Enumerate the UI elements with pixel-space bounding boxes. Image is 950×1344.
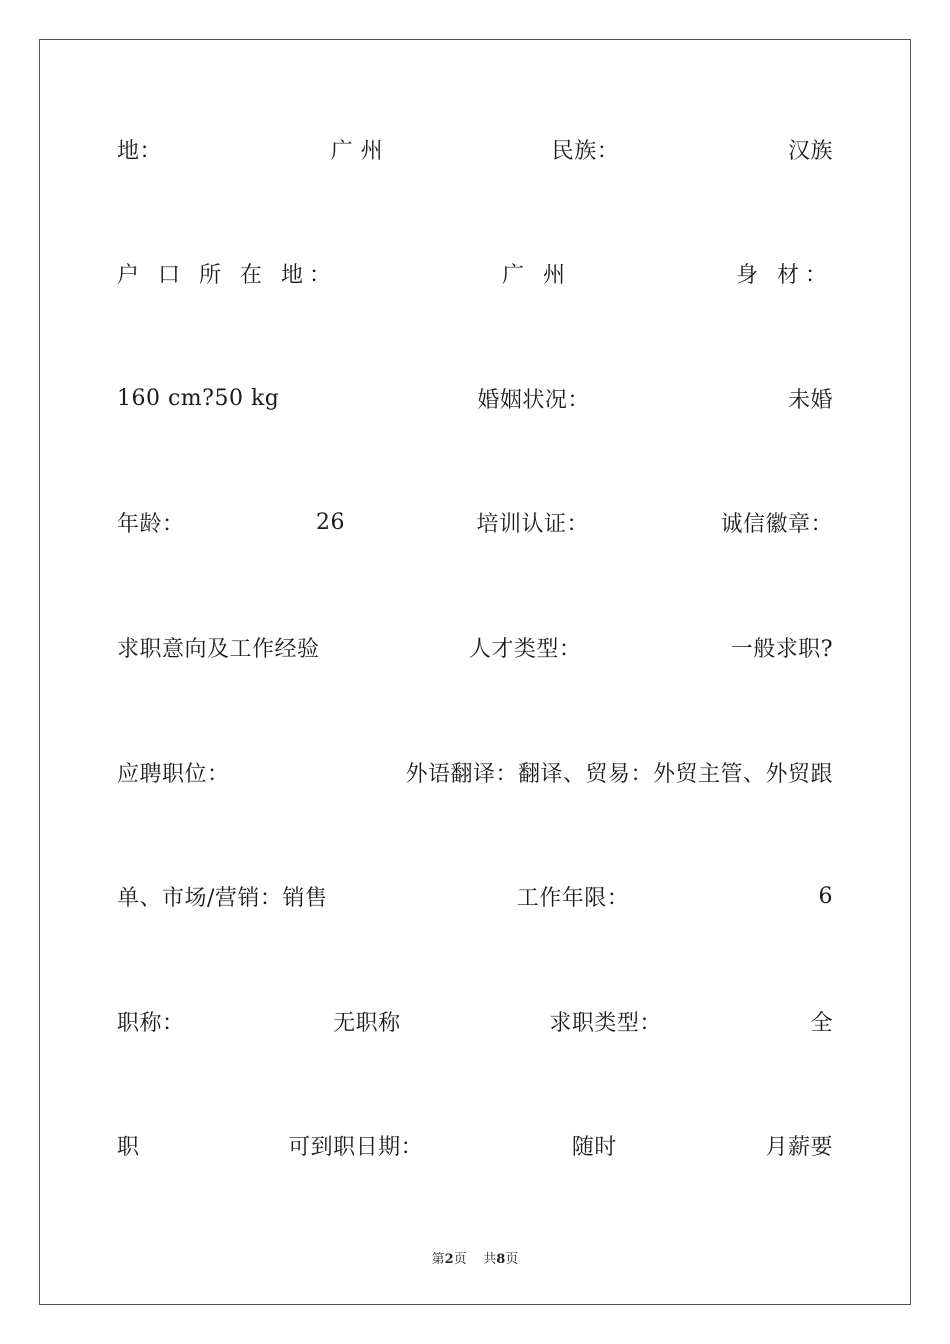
- label-build: 身 材：: [735, 262, 833, 288]
- text-line-9: [117, 1130, 833, 1160]
- value-position-applied: 外语翻译：翻译、贸易：外贸主管、外贸跟: [405, 761, 833, 787]
- value-birthplace: 广 州: [330, 138, 384, 164]
- text-line-4: [117, 507, 833, 537]
- text-line-1: [117, 134, 833, 164]
- label-available-date: 可到职日期：: [288, 1134, 424, 1160]
- page-footer: [0, 1248, 950, 1267]
- label-job-type: 求职类型：: [549, 1010, 662, 1036]
- label-expected-salary: 月薪要: [765, 1134, 833, 1160]
- total-suffix: 页: [505, 1252, 519, 1267]
- label-talent-type: 人才类型：: [468, 636, 582, 662]
- label-credit-badge: 诚信徽章：: [720, 511, 833, 537]
- text-line-5: [117, 632, 833, 662]
- text-line-2: [117, 258, 833, 288]
- page-total-number: 8: [496, 1252, 506, 1267]
- label-marital-status: 婚姻状况：: [477, 387, 590, 413]
- page-current-number: 2: [444, 1252, 454, 1267]
- label-work-years: 工作年限：: [516, 885, 630, 911]
- text-line-6: [117, 757, 833, 787]
- text-line-7: [117, 881, 833, 911]
- value-height-weight: 160 cm?50 kg: [117, 385, 280, 411]
- value-job-type-cont: 职: [117, 1134, 140, 1160]
- value-household-registration: 广 州: [501, 262, 571, 288]
- label-position-applied: 应聘职位：: [117, 761, 230, 787]
- label-birthplace: 地：: [117, 138, 163, 164]
- section-heading-job-intent: 求职意向及工作经验: [117, 636, 320, 662]
- label-training-cert: 培训认证：: [476, 511, 589, 537]
- total-prefix: 共: [483, 1252, 497, 1267]
- page-mid: 页: [453, 1252, 467, 1267]
- page-prefix: 第: [431, 1252, 445, 1267]
- value-age: 26: [316, 509, 345, 535]
- text-line-8: [117, 1006, 833, 1036]
- value-available-date: 随时: [571, 1134, 617, 1160]
- label-ethnicity: 民族：: [551, 138, 620, 164]
- label-age: 年龄：: [117, 511, 185, 537]
- label-title: 职称：: [117, 1010, 185, 1036]
- label-household-registration: 户 口 所 在 地：: [117, 262, 337, 288]
- value-job-type: 全: [810, 1010, 833, 1036]
- value-talent-type: 一般求职?: [730, 636, 833, 662]
- value-position-applied-cont: 单、市场/营销：销售: [117, 885, 328, 911]
- value-marital-status: 未婚: [787, 387, 833, 413]
- page-frame: [39, 39, 911, 1305]
- text-line-3: [117, 383, 833, 413]
- value-work-years: 6: [818, 883, 833, 909]
- value-title: 无职称: [333, 1010, 401, 1036]
- value-ethnicity: 汉族: [787, 138, 833, 164]
